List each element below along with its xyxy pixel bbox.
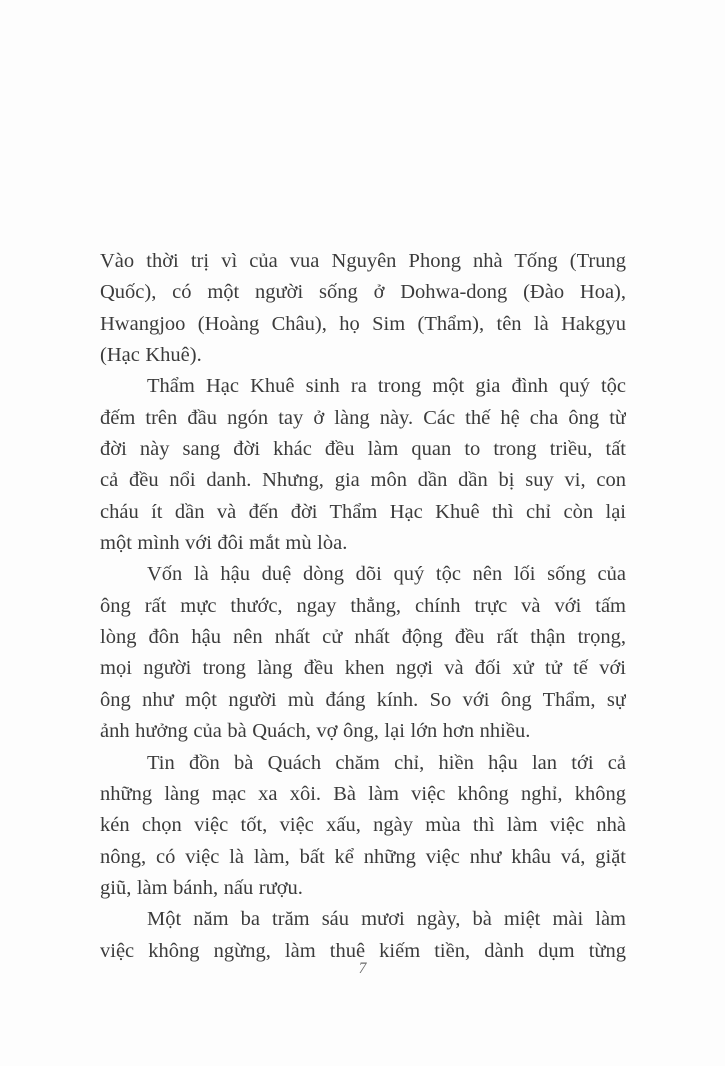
text-line: kén chọn việc tốt, việc xấu, ngày mùa thì làm việc nhà bbox=[100, 814, 626, 837]
text-line: Hwangjoo (Hoàng Châu), họ Sim (Thẩm), tên là Hakgyu bbox=[100, 312, 626, 335]
text-line: một mình với đôi mắt mù lòa. bbox=[100, 532, 348, 555]
paragraph bbox=[100, 559, 626, 747]
text-line: giũ, làm bánh, nấu rượu. bbox=[100, 876, 303, 899]
text-line: Thẩm Hạc Khuê sinh ra trong một gia đình quý tộc bbox=[147, 375, 626, 398]
text-line: Vốn là hậu duệ dòng dõi quý tộc nên lối sống của bbox=[147, 563, 626, 586]
text-line: cháu ít dần và đến đời Thẩm Hạc Khuê thì chỉ còn lại bbox=[100, 500, 626, 523]
text-block bbox=[100, 246, 626, 967]
text-line: Vào thời trị vì của vua Nguyên Phong nhà Tống (Trung bbox=[100, 250, 626, 272]
text-line: ông rất mực thước, ngay thẳng, chính trực và với tấm bbox=[100, 594, 626, 617]
text-line: cả đều nổi danh. Nhưng, gia môn dần dần bị suy vi, con bbox=[100, 469, 626, 492]
paragraph bbox=[100, 748, 626, 905]
text-line: (Hạc Khuê). bbox=[100, 344, 202, 367]
text-line: việc không ngừng, làm thuê kiếm tiền, dành dụm từng bbox=[100, 939, 626, 962]
paragraph bbox=[100, 246, 626, 371]
text-line: ông như một người mù đáng kính. So với ông Thẩm, sự bbox=[100, 688, 626, 711]
text-line: lòng đôn hậu nên nhất cử nhất động đều rất thận trọng, bbox=[100, 626, 626, 649]
text-line: những làng mạc xa xôi. Bà làm việc không nghỉ, không bbox=[100, 782, 626, 805]
page-number: 7 bbox=[358, 960, 367, 977]
paragraph bbox=[100, 904, 626, 967]
text-line: đếm trên đầu ngón tay ở làng này. Các thế hệ cha ông từ bbox=[100, 406, 626, 429]
text-line: ảnh hưởng của bà Quách, vợ ông, lại lớn hơn nhiều. bbox=[100, 720, 531, 743]
paragraph bbox=[100, 371, 626, 559]
text-line: Quốc), có một người sống ở Dohwa-dong (Đào Hoa), bbox=[100, 281, 626, 304]
text-line: Một năm ba trăm sáu mươi ngày, bà miệt mài làm bbox=[147, 908, 626, 931]
text-line: mọi người trong làng đều khen ngợi và đối xử tử tế với bbox=[100, 657, 626, 680]
text-line: nông, có việc là làm, bất kể những việc như khâu vá, giặt bbox=[100, 845, 626, 868]
text-line: đời này sang đời khác đều làm quan to trong triều, tất bbox=[100, 438, 626, 461]
text-line: Tin đồn bà Quách chăm chỉ, hiền hậu lan tới cả bbox=[147, 751, 626, 774]
